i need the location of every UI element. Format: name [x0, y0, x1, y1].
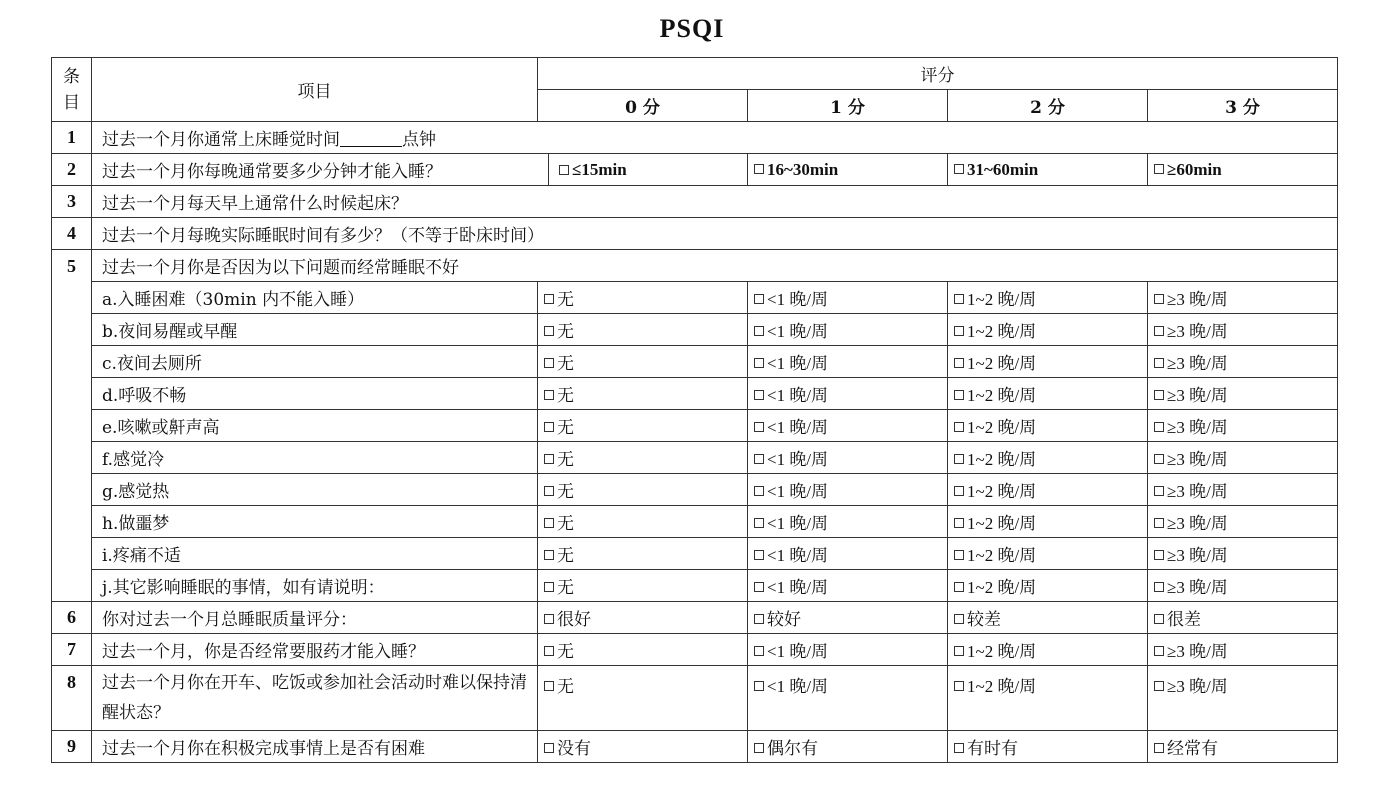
option-label: ≥3 晚/周	[1167, 290, 1228, 309]
checkbox-icon[interactable]	[754, 294, 764, 304]
option-label: 1~2 晚/周	[967, 514, 1037, 533]
table-row	[52, 186, 1338, 218]
sub-row	[52, 378, 1338, 410]
option-label: 1~2 晚/周	[967, 677, 1037, 696]
option-label: 很好	[557, 610, 591, 629]
option-2[interactable]	[948, 570, 1148, 602]
option-label: ≥3 晚/周	[1167, 450, 1228, 469]
checkbox-icon[interactable]	[954, 614, 964, 624]
option-0[interactable]	[538, 442, 748, 474]
table-row	[52, 250, 1338, 282]
checkbox-icon[interactable]	[544, 614, 554, 624]
option-label: 有时有	[967, 739, 1018, 758]
option-label: 经常有	[1167, 739, 1218, 758]
option-3[interactable]	[1148, 474, 1338, 506]
checkbox-icon[interactable]	[1154, 681, 1164, 691]
option-2[interactable]	[948, 442, 1148, 474]
sub-row	[52, 506, 1338, 538]
checkbox-icon[interactable]	[954, 422, 964, 432]
option-3[interactable]	[1148, 731, 1338, 763]
option-1[interactable]	[748, 282, 948, 314]
option-label: 1~2 晚/周	[967, 482, 1037, 501]
option-2[interactable]	[948, 346, 1148, 378]
col-header-score: 评分	[538, 58, 1338, 90]
option-label: 无	[557, 482, 574, 501]
table-row	[52, 666, 1338, 731]
option-1[interactable]	[748, 634, 948, 666]
option-1[interactable]	[748, 602, 948, 634]
checkbox-icon[interactable]	[559, 165, 569, 175]
option-label: 1~2 晚/周	[967, 642, 1037, 661]
option-1[interactable]	[748, 666, 948, 731]
option-label: ≥3 晚/周	[1167, 642, 1228, 661]
option-3[interactable]	[1148, 666, 1338, 731]
option-3[interactable]	[1148, 602, 1338, 634]
sub-item: e.咳嗽或鼾声高	[92, 410, 538, 442]
checkbox-icon[interactable]	[954, 454, 964, 464]
option-label: 无	[557, 578, 574, 597]
checkbox-icon[interactable]	[544, 681, 554, 691]
checkbox-icon[interactable]	[544, 486, 554, 496]
question-5: 过去一个月你是否因为以下问题而经常睡眠不好	[92, 250, 1338, 282]
checkbox-icon[interactable]	[544, 518, 554, 528]
checkbox-icon[interactable]	[954, 518, 964, 528]
question-8: 过去一个月你在开车、吃饭或参加社会活动时难以保持清醒状态？	[92, 666, 538, 731]
option-2[interactable]	[948, 538, 1148, 570]
option-1[interactable]	[748, 378, 948, 410]
checkbox-icon[interactable]	[954, 681, 964, 691]
checkbox-icon[interactable]	[954, 743, 964, 753]
option-label: 无	[557, 450, 574, 469]
option-label: 偶尔有	[767, 739, 818, 758]
option-label: <1 晚/周	[767, 514, 829, 533]
checkbox-icon[interactable]	[1154, 743, 1164, 753]
option-label: 无	[557, 514, 574, 533]
checkbox-icon[interactable]	[754, 486, 764, 496]
option-2[interactable]	[948, 602, 1148, 634]
checkbox-icon[interactable]	[1154, 454, 1164, 464]
option-label: <1 晚/周	[767, 450, 829, 469]
sub-row	[52, 314, 1338, 346]
option-label: 1~2 晚/周	[967, 290, 1037, 309]
option-label: <1 晚/周	[767, 578, 829, 597]
option-2[interactable]	[948, 474, 1148, 506]
checkbox-icon[interactable]	[754, 681, 764, 691]
option-1[interactable]	[748, 538, 948, 570]
checkbox-icon[interactable]	[754, 743, 764, 753]
option-0[interactable]	[538, 634, 748, 666]
option-label: 31~60min	[967, 159, 1039, 179]
option-label: 没有	[557, 739, 591, 758]
row-number: 8	[52, 666, 92, 731]
sub-item: j.其它影响睡眠的事情，如有请说明：	[92, 570, 538, 602]
row-number: 2	[52, 154, 92, 186]
option-label: ≥3 晚/周	[1167, 322, 1228, 341]
checkbox-icon[interactable]	[1154, 164, 1164, 174]
row-number: 3	[52, 186, 92, 218]
option-2[interactable]	[948, 634, 1148, 666]
question-text: 过去一个月你通常上床睡觉时间	[102, 130, 340, 150]
option-label: 无	[557, 290, 574, 309]
checkbox-icon[interactable]	[954, 326, 964, 336]
option-label: 1~2 晚/周	[967, 354, 1037, 373]
psqi-table	[51, 57, 1338, 763]
question-2	[92, 154, 748, 186]
option-label: <1 晚/周	[767, 546, 829, 565]
question-6: 你对过去一个月总睡眠质量评分：	[92, 602, 538, 634]
option-label: <1 晚/周	[767, 418, 829, 437]
checkbox-icon[interactable]	[1154, 646, 1164, 656]
sub-row	[52, 346, 1338, 378]
checkbox-icon[interactable]	[544, 422, 554, 432]
sub-item: i.疼痛不适	[92, 538, 538, 570]
table-row	[52, 602, 1338, 634]
table-row	[52, 731, 1338, 763]
checkbox-icon[interactable]	[754, 164, 764, 174]
checkbox-icon[interactable]	[1154, 294, 1164, 304]
checkbox-icon[interactable]	[954, 164, 964, 174]
checkbox-icon[interactable]	[754, 582, 764, 592]
row-number: 6	[52, 602, 92, 634]
fill-blank[interactable]	[340, 131, 402, 147]
option-3[interactable]	[1148, 506, 1338, 538]
row-number: 5	[52, 250, 92, 602]
option-label: 1~2 晚/周	[967, 322, 1037, 341]
option-label: 无	[557, 354, 574, 373]
option-label: 1~2 晚/周	[967, 450, 1037, 469]
score-1-header: 1 分	[748, 90, 948, 122]
question-3: 过去一个月每天早上通常什么时候起床？	[92, 186, 1338, 218]
option-2[interactable]	[948, 410, 1148, 442]
option-label: ≥3 晚/周	[1167, 578, 1228, 597]
document-title: PSQI	[659, 14, 725, 43]
sub-row	[52, 474, 1338, 506]
option-2[interactable]	[948, 282, 1148, 314]
option-2[interactable]	[948, 666, 1148, 731]
option-label: 很差	[1167, 610, 1201, 629]
option-label: <1 晚/周	[767, 482, 829, 501]
option-0[interactable]	[548, 154, 627, 185]
option-label: ≤15min	[572, 159, 627, 179]
checkbox-icon[interactable]	[1154, 582, 1164, 592]
option-label: 无	[557, 386, 574, 405]
sub-item: a.入睡困难（30min 内不能入睡）	[92, 282, 538, 314]
option-0[interactable]	[538, 666, 748, 731]
checkbox-icon[interactable]	[954, 294, 964, 304]
option-label: ≥3 晚/周	[1167, 514, 1228, 533]
option-label: 1~2 晚/周	[967, 578, 1037, 597]
option-label: ≥60min	[1167, 159, 1222, 179]
option-0[interactable]	[538, 410, 748, 442]
option-3[interactable]	[1148, 282, 1338, 314]
checkbox-icon[interactable]	[1154, 486, 1164, 496]
checkbox-icon[interactable]	[954, 486, 964, 496]
checkbox-icon[interactable]	[754, 614, 764, 624]
option-label: ≥3 晚/周	[1167, 354, 1228, 373]
row-number: 9	[52, 731, 92, 763]
question-4: 过去一个月每晚实际睡眠时间有多少？（不等于卧床时间）	[92, 218, 1338, 250]
score-2-header: 2 分	[948, 90, 1148, 122]
option-label: 无	[557, 322, 574, 341]
checkbox-icon[interactable]	[754, 326, 764, 336]
checkbox-icon[interactable]	[1154, 358, 1164, 368]
checkbox-icon[interactable]	[544, 358, 554, 368]
option-3[interactable]	[1148, 538, 1338, 570]
checkbox-icon[interactable]	[954, 646, 964, 656]
checkbox-icon[interactable]	[754, 550, 764, 560]
checkbox-icon[interactable]	[544, 582, 554, 592]
row-number: 4	[52, 218, 92, 250]
checkbox-icon[interactable]	[954, 550, 964, 560]
option-0[interactable]	[538, 346, 748, 378]
option-0[interactable]	[538, 314, 748, 346]
checkbox-icon[interactable]	[544, 550, 554, 560]
option-label: 无	[557, 677, 574, 696]
checkbox-icon[interactable]	[754, 358, 764, 368]
question-9: 过去一个月你在积极完成事情上是否有困难	[92, 731, 538, 763]
checkbox-icon[interactable]	[544, 326, 554, 336]
option-label: 较差	[967, 610, 1001, 629]
checkbox-icon[interactable]	[1154, 422, 1164, 432]
option-0[interactable]	[538, 506, 748, 538]
option-label: <1 晚/周	[767, 386, 829, 405]
option-0[interactable]	[538, 538, 748, 570]
checkbox-icon[interactable]	[544, 646, 554, 656]
option-label: <1 晚/周	[767, 677, 829, 696]
option-label: <1 晚/周	[767, 290, 829, 309]
checkbox-icon[interactable]	[754, 646, 764, 656]
checkbox-icon[interactable]	[544, 390, 554, 400]
col-header-num-label: 条目	[63, 66, 80, 113]
option-label: <1 晚/周	[767, 354, 829, 373]
option-0[interactable]	[538, 282, 748, 314]
option-label: ≥3 晚/周	[1167, 677, 1228, 696]
option-1[interactable]	[748, 314, 948, 346]
checkbox-icon[interactable]	[1154, 518, 1164, 528]
question-text-suffix: 点钟	[402, 130, 436, 150]
option-label: 1~2 晚/周	[967, 546, 1037, 565]
checkbox-icon[interactable]	[544, 294, 554, 304]
checkbox-icon[interactable]	[1154, 390, 1164, 400]
option-3[interactable]	[1148, 346, 1338, 378]
col-header-num	[52, 58, 92, 122]
sub-row	[52, 282, 1338, 314]
table-row	[52, 154, 1338, 186]
option-1[interactable]	[748, 346, 948, 378]
option-1[interactable]	[748, 154, 948, 186]
option-1[interactable]	[748, 506, 948, 538]
checkbox-icon[interactable]	[544, 454, 554, 464]
checkbox-icon[interactable]	[544, 743, 554, 753]
option-2[interactable]	[948, 378, 1148, 410]
sub-row	[52, 570, 1338, 602]
option-1[interactable]	[748, 570, 948, 602]
col-header-item: 项目	[92, 58, 538, 122]
option-label: 1~2 晚/周	[967, 418, 1037, 437]
sub-item: g.感觉热	[92, 474, 538, 506]
option-label: ≥3 晚/周	[1167, 482, 1228, 501]
option-0[interactable]	[538, 570, 748, 602]
table-row	[52, 634, 1338, 666]
option-3[interactable]	[1148, 154, 1338, 186]
checkbox-icon[interactable]	[954, 582, 964, 592]
score-3-header: 3 分	[1148, 90, 1338, 122]
option-label: <1 晚/周	[767, 322, 829, 341]
checkbox-icon[interactable]	[754, 518, 764, 528]
option-0[interactable]	[538, 602, 748, 634]
question-text: 过去一个月你每晚通常要多少分钟才能入睡？	[102, 162, 442, 182]
sub-row	[52, 538, 1338, 570]
table-row	[52, 122, 1338, 154]
sub-item: h.做噩梦	[92, 506, 538, 538]
option-label: 1~2 晚/周	[967, 386, 1037, 405]
option-label: ≥3 晚/周	[1167, 386, 1228, 405]
sub-item: c.夜间去厕所	[92, 346, 538, 378]
option-1[interactable]	[748, 474, 948, 506]
option-3[interactable]	[1148, 314, 1338, 346]
option-label: 无	[557, 418, 574, 437]
option-label: 无	[557, 642, 574, 661]
option-3[interactable]	[1148, 442, 1338, 474]
score-0-header: 0 分	[538, 90, 748, 122]
header-row	[52, 58, 1338, 90]
row-number: 7	[52, 634, 92, 666]
checkbox-icon[interactable]	[1154, 614, 1164, 624]
option-3[interactable]	[1148, 378, 1338, 410]
option-0[interactable]	[538, 378, 748, 410]
option-1[interactable]	[748, 731, 948, 763]
option-0[interactable]	[538, 731, 748, 763]
option-0[interactable]	[538, 474, 748, 506]
row-number: 1	[52, 122, 92, 154]
checkbox-icon[interactable]	[1154, 550, 1164, 560]
question-1	[92, 122, 1338, 154]
checkbox-icon[interactable]	[954, 358, 964, 368]
option-1[interactable]	[748, 410, 948, 442]
option-label: <1 晚/周	[767, 642, 829, 661]
sub-item: f.感觉冷	[92, 442, 538, 474]
checkbox-icon[interactable]	[1154, 326, 1164, 336]
sub-row	[52, 410, 1338, 442]
sub-item: b.夜间易醒或早醒	[92, 314, 538, 346]
option-1[interactable]	[748, 442, 948, 474]
sub-row	[52, 442, 1338, 474]
question-7: 过去一个月，你是否经常要服药才能入睡？	[92, 634, 538, 666]
option-3[interactable]	[1148, 570, 1338, 602]
option-label: ≥3 晚/周	[1167, 546, 1228, 565]
option-label: ≥3 晚/周	[1167, 418, 1228, 437]
option-label: 较好	[767, 610, 801, 629]
option-2[interactable]	[948, 506, 1148, 538]
option-2[interactable]	[948, 314, 1148, 346]
option-2[interactable]	[948, 154, 1148, 186]
checkbox-icon[interactable]	[954, 390, 964, 400]
checkbox-icon[interactable]	[754, 422, 764, 432]
option-3[interactable]	[1148, 410, 1338, 442]
checkbox-icon[interactable]	[754, 390, 764, 400]
option-3[interactable]	[1148, 634, 1338, 666]
option-label: 无	[557, 546, 574, 565]
sub-item: d.呼吸不畅	[92, 378, 538, 410]
checkbox-icon[interactable]	[754, 454, 764, 464]
table-row	[52, 218, 1338, 250]
option-label: 16~30min	[767, 159, 839, 179]
option-2[interactable]	[948, 731, 1148, 763]
